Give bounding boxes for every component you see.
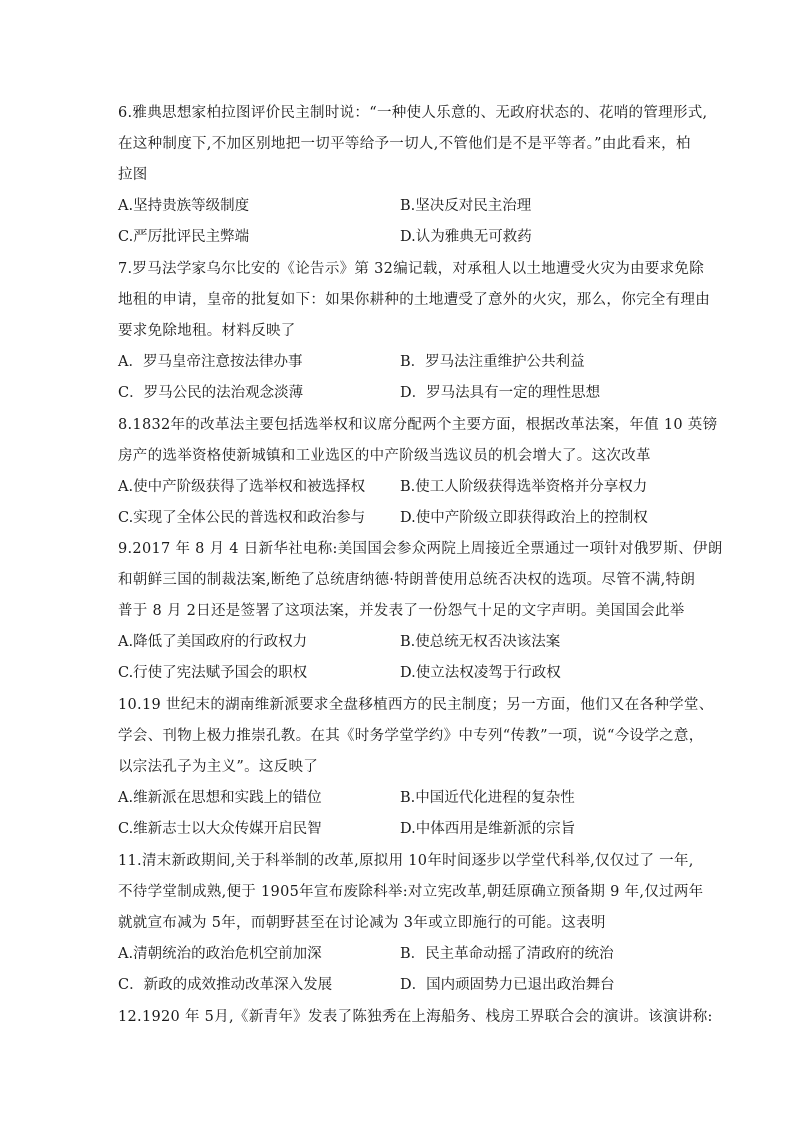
question-7-options	[118, 347, 678, 409]
option-a[interactable]: A．罗马皇帝注意按法律办事	[118, 354, 303, 370]
question-10	[118, 690, 714, 783]
question-8	[118, 410, 718, 472]
option-b[interactable]: B.使总统无权否决该法案	[400, 634, 561, 650]
option-d[interactable]: D．罗马法具有一定的理性思想	[400, 385, 601, 401]
question-text-line: 10.19 世纪末的湖南维新派要求全盘移植西方的民主制度；另一方面，他们又在各种学堂、	[118, 697, 714, 713]
question-text-line: 和朝鲜三国的制裁法案,断绝了总统唐纳德·特朗普使用总统否决权的选项。尽管不满,特朗	[118, 572, 696, 588]
question-text-line: 房产的选举资格使新城镇和工业选区的中产阶级当选议员的机会增大了。这次改革	[118, 448, 651, 464]
question-text-line: 学会、刊物上极力推崇孔教。在其《时务学堂学约》中专列“传教”一项，说“今设学之意，	[118, 728, 704, 744]
option-b[interactable]: B.使工人阶级获得选举资格并分享权力	[400, 479, 648, 495]
question-text-line: 7.罗马法学家乌尔比安的《论告示》第 32编记载，对承租人以土地遭受火灾为由要求免除	[118, 261, 704, 277]
option-c[interactable]: C.实现了全体公民的普选权和政治参与	[118, 510, 366, 526]
option-a[interactable]: A.维新派在思想和实践上的错位	[118, 790, 322, 806]
question-text-line: 普于 8 月 2日还是签署了这项法案，并发表了一份怨气十足的文字声明。美国国会此举	[118, 603, 685, 619]
option-d[interactable]: D．国内顽固势力已退出政治舞台	[400, 977, 615, 993]
option-c[interactable]: C．罗马公民的法治观念淡薄	[118, 385, 304, 401]
question-text-line: 6.雅典思想家柏拉图评价民主制时说：“一种使人乐意的、无政府状态的、花哨的管理形式,	[118, 105, 708, 121]
option-b[interactable]: B.坚决反对民主治理	[400, 198, 532, 214]
option-c[interactable]: C．新政的成效推动改革深入发展	[118, 977, 333, 993]
option-d[interactable]: D.使立法权凌驾于行政权	[400, 665, 561, 681]
question-text-line: 在这种制度下,不加区别地把一切平等给予一切人,不管他们是不是平等者。”由此看来，柏	[118, 136, 691, 152]
question-11	[118, 846, 704, 939]
question-8-options	[118, 472, 678, 534]
question-12	[118, 1002, 713, 1033]
option-c[interactable]: C.行使了宪法赋予国会的职权	[118, 665, 308, 681]
option-d[interactable]: D.使中产阶级立即获得政治上的控制权	[400, 510, 648, 526]
question-text-line: 地租的申请，皇帝的批复如下：如果你耕种的土地遭受了意外的火灾，那么，你完全有理由	[118, 292, 710, 308]
question-9	[118, 534, 723, 627]
question-text-line: 8.1832年的改革法主要包括选举权和议席分配两个主要方面，根据改革法案，年值 10 英镑	[118, 417, 718, 433]
question-11-options	[118, 939, 678, 1001]
option-b[interactable]: B．罗马法注重维护公共利益	[400, 354, 585, 370]
question-text-line: 就就宣布减为 5年，而朝野甚至在讨论减为 3年或立即施行的可能。这表明	[118, 915, 606, 931]
option-a[interactable]: A.清朝统治的政治危机空前加深	[118, 946, 322, 962]
question-6-options	[118, 191, 678, 253]
question-7	[118, 254, 710, 347]
option-d[interactable]: D.中体西用是维新派的宗旨	[400, 821, 576, 837]
question-10-options	[118, 783, 678, 845]
option-c[interactable]: C.维新志士以大众传媒开启民智	[118, 821, 322, 837]
question-text-line: 11.清末新政期间,关于科举制的改革,原拟用 10年时间逐步以学堂代科举,仅仅过了 一年,	[118, 853, 694, 869]
question-text-line: 拉图	[118, 167, 148, 183]
option-a[interactable]: A.使中产阶级获得了选举权和被选择权	[118, 479, 366, 495]
question-text-line: 不待学堂制成熟,便于 1905年宣布废除科举:对立宪改革,朝廷原确立预备期 9 年,仅过两年	[118, 884, 704, 900]
question-text-line: 12.1920 年 5月,《新青年》发表了陈独秀在上海船务、栈房工界联合会的演讲。该演讲称:	[118, 1009, 713, 1025]
question-text-line: 要求免除地租。材料反映了	[118, 323, 296, 339]
question-text-line: 以宗法孔子为主义”。这反映了	[118, 759, 319, 775]
option-c[interactable]: C.严厉批评民主弊端	[118, 229, 250, 245]
question-text-line: 9.2017 年 8 月 4 日新华社电称:美国国会参众两院上周接近全票通过一项针对俄罗斯、伊朗	[118, 541, 723, 557]
question-6	[118, 98, 708, 191]
option-a[interactable]: A.降低了美国政府的行政权力	[118, 634, 308, 650]
question-9-options	[118, 627, 678, 689]
option-d[interactable]: D.认为雅典无可救药	[400, 229, 532, 245]
option-b[interactable]: B.中国近代化进程的复杂性	[400, 790, 575, 806]
option-b[interactable]: B．民主革命动摇了清政府的统治	[400, 946, 614, 962]
option-a[interactable]: A.坚持贵族等级制度	[118, 198, 250, 214]
